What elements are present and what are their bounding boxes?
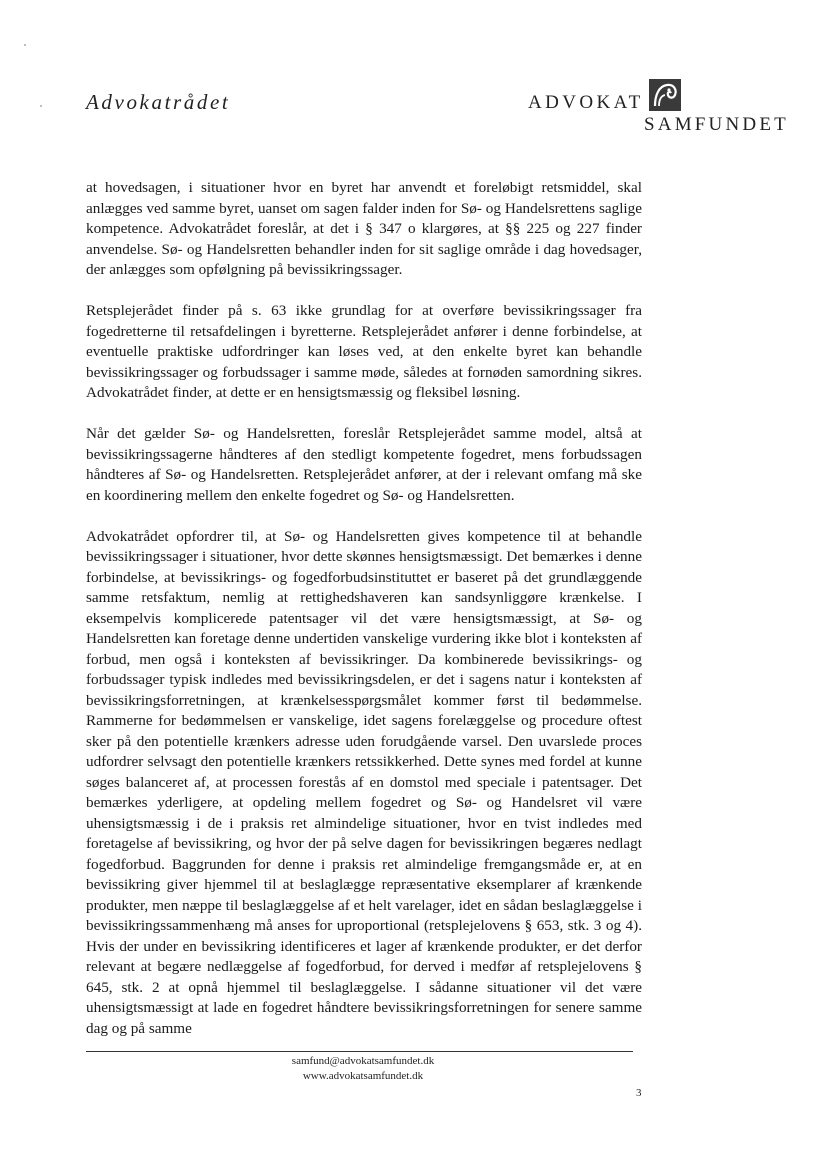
header-title: Advokatrådet [86,90,231,114]
letter-body [86,178,642,1060]
scan-speck [40,105,42,107]
body-paragraph: at hovedsagen, i situationer hvor en byret har anvendt et foreløbigt retsmiddel, skal anlægges ved samme byret, uanset om sagen falder inden for Sø- og Handelsrettens saglige kompetence. Advokatrådet foreslår, at det i § 347 o klargøres, at §§ 225 og 227 finder anvendelse. Sø- og Handelsretten behandler inden for sit saglige område i dag hovedsager, der anlægges som opfølgning på bevissikringssager. [86,179,642,278]
logo-word-samfundet: SAMFUNDET [644,114,789,135]
scan-speck [24,44,26,46]
body-paragraph: Advokatrådet opfordrer til, at Sø- og Handelsretten gives kompetence til at behandle bevissikringssager i situationer, hvor dette skønnes hensigtsmæssigt. Det bemærkes i denne forbindelse, at bevissikrings- og fogedforbudsinstituttet er baseret på det grundlæggende samme retsfaktum, nemlig at rettighedshaveren kan sandsynliggøre krænkelse. I eksempelvis komplicerede patentsager vil det være hensigtsmæssigt, at Sø- og Handelsretten kan foretage denne undertiden vanskelige vurdering ikke blot i konteksten af forbud, men også i konteksten af bevissikringer. Da kombinerede bevissikrings- og forbudssager typisk indledes med bevissikringsdelen, er det i sagens natur i konteksten af bevissikringsforretningen, at krænkelsesspørgsmålet kommer først til bedømmelse. Rammerne for bedømmelsen er vanskelige, idet sagens forelæggelse og procedure oftest sker på den potentielle krænkers adresse uden forudgående varsel. Den uvarslede proces udfordrer selvsagt den potentielle krænkers retssikkerhed. Dette synes med fordel at kunne søges balanceret af, at processen forestås af en domstol med speciale i patentsager. Det bemærkes yderligere, at opdeling mellem fogedret og Sø- og Handelsret vil være uhensigtsmæssig i de i praksis ret almindelige situationer, hvor en tvist indledes med foretagelse af bevissikring, og hvor der på selve dagen for bevissikringen begæres nedlagt fogedforbud. Baggrunden for denne i praksis ret almindelige fremgangsmåde er, at en bevissikring giver hjemmel til at beslaglægge repræsentative eksemplarer af krænkende produkter, men næppe til beslaglæggelse af et helt varelager, idet en sådan beslaglæggelse i bevissikringssammenhæng må anses for uproportional (retsplejelovens § 653, stk. 3 og 4). Hvis der under en bevissikring identificeres et lager af krænkende produkter, er det derfor relevant at begære nedlæggelse af fogedforbud, for derved i medfør af retsplejelovens § 645, stk. 2 at opnå hjemmel til beslaglæggelse. I sådanne situationer vil det være uhensigtsmæssigt at lade en fogedret håndtere bevissikringsforretningen for senere samme dag og på samme [86,527,642,1037]
advokatsamfundet-emblem-icon [649,79,681,111]
footer-website-link[interactable]: www.advokatsamfundet.dk [302,1070,424,1082]
logo-word-advokat: ADVOKAT [528,92,644,113]
advokatsamfundet-logo [528,76,798,140]
footer-email-link[interactable]: samfund@advokatsamfundet.dk [291,1055,435,1067]
body-paragraph: Når det gælder Sø- og Handelsretten, foreslår Retsplejerådet samme model, altså at bevissikringssagerne håndteres af den stedligt kompetente fogedret, mens forbudssagen håndteres af Sø- og Handelsretten. Retsplejerådet anfører, at der i relevant omfang må ske en koordinering mellem den enkelte fogedret og Sø- og Handelsretten. [86,425,642,504]
footer-divider [86,1051,633,1052]
page-number: 3 [636,1087,642,1099]
body-paragraph: Retsplejerådet finder på s. 63 ikke grundlag for at overføre bevissikringssager fra fogedretterne til retsafdelingen i byretterne. Retsplejerådet anfører i denne forbindelse, at eventuelle praktiske udfordringer kan løses ved, at den enkelte byret kan behandle bevissikringssager og forbudssager i samme møde, således at fornøden samordning sikres. Advokatrådet finder, at dette er en hensigtsmæssig og fleksibel løsning. [86,302,642,401]
